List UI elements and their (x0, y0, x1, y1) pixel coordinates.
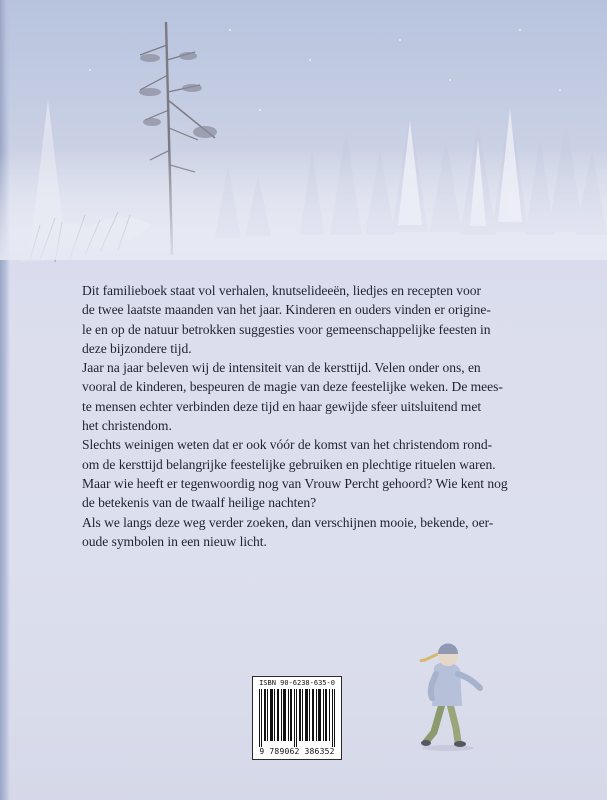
blurb-line: vooral de kinderen, bespeuren de magie van deze feestelijke weken. De mees- (82, 379, 503, 395)
barcode-bars-icon (259, 689, 335, 747)
blurb-line: Jaar na jaar beleven wij de intensiteit van de kersttijd. Velen onder ons, en (82, 360, 481, 376)
blurb-line: le en op de natuur betrokken suggesties voor gemeenschappelijke feesten in (82, 321, 491, 337)
isbn-label: ISBN 90-6238-635-0 (259, 679, 335, 687)
pine-needles (139, 52, 217, 138)
blurb-line: Maar wie heeft er tegenwoordig nog van Vrouw Percht gehoord? Wie kent nog (82, 475, 508, 491)
falling-snow (89, 29, 561, 111)
blurb-line: de betekenis van de twaalf heilige nachten? (82, 495, 317, 511)
blurb-line: Slechts weinigen weten dat er ook vóór de komst van het christendom rond- (82, 437, 493, 453)
blurb-text (82, 281, 572, 551)
isbn-barcode (252, 676, 342, 760)
blurb-line: de twee laatste maanden van het jaar. Kinderen en ouders vinden er origine- (82, 302, 491, 318)
ean-digits: 9 789062 386352 (259, 747, 335, 756)
blurb-line: Dit familieboek staat vol verhalen, knutselideeën, liedjes en recepten voor (82, 283, 482, 298)
blurb-line: deze bijzondere tijd. (82, 340, 192, 356)
blurb-line: oude symbolen in een nieuw licht. (82, 533, 267, 549)
blurb-line: het christendom. (82, 418, 172, 434)
blurb-line: Als we langs deze weg verder zoeken, dan verschijnen mooie, bekende, oer- (82, 514, 494, 530)
blurb-line: te mensen echter verbinden deze tijd en haar gewijde sfeer uitsluitend met (82, 398, 482, 414)
walking-child-illustration (418, 632, 488, 752)
blurb-line: om de kersttijd belangrijke feestelijke gebruiken en plechtige rituelen waren. (82, 456, 496, 472)
